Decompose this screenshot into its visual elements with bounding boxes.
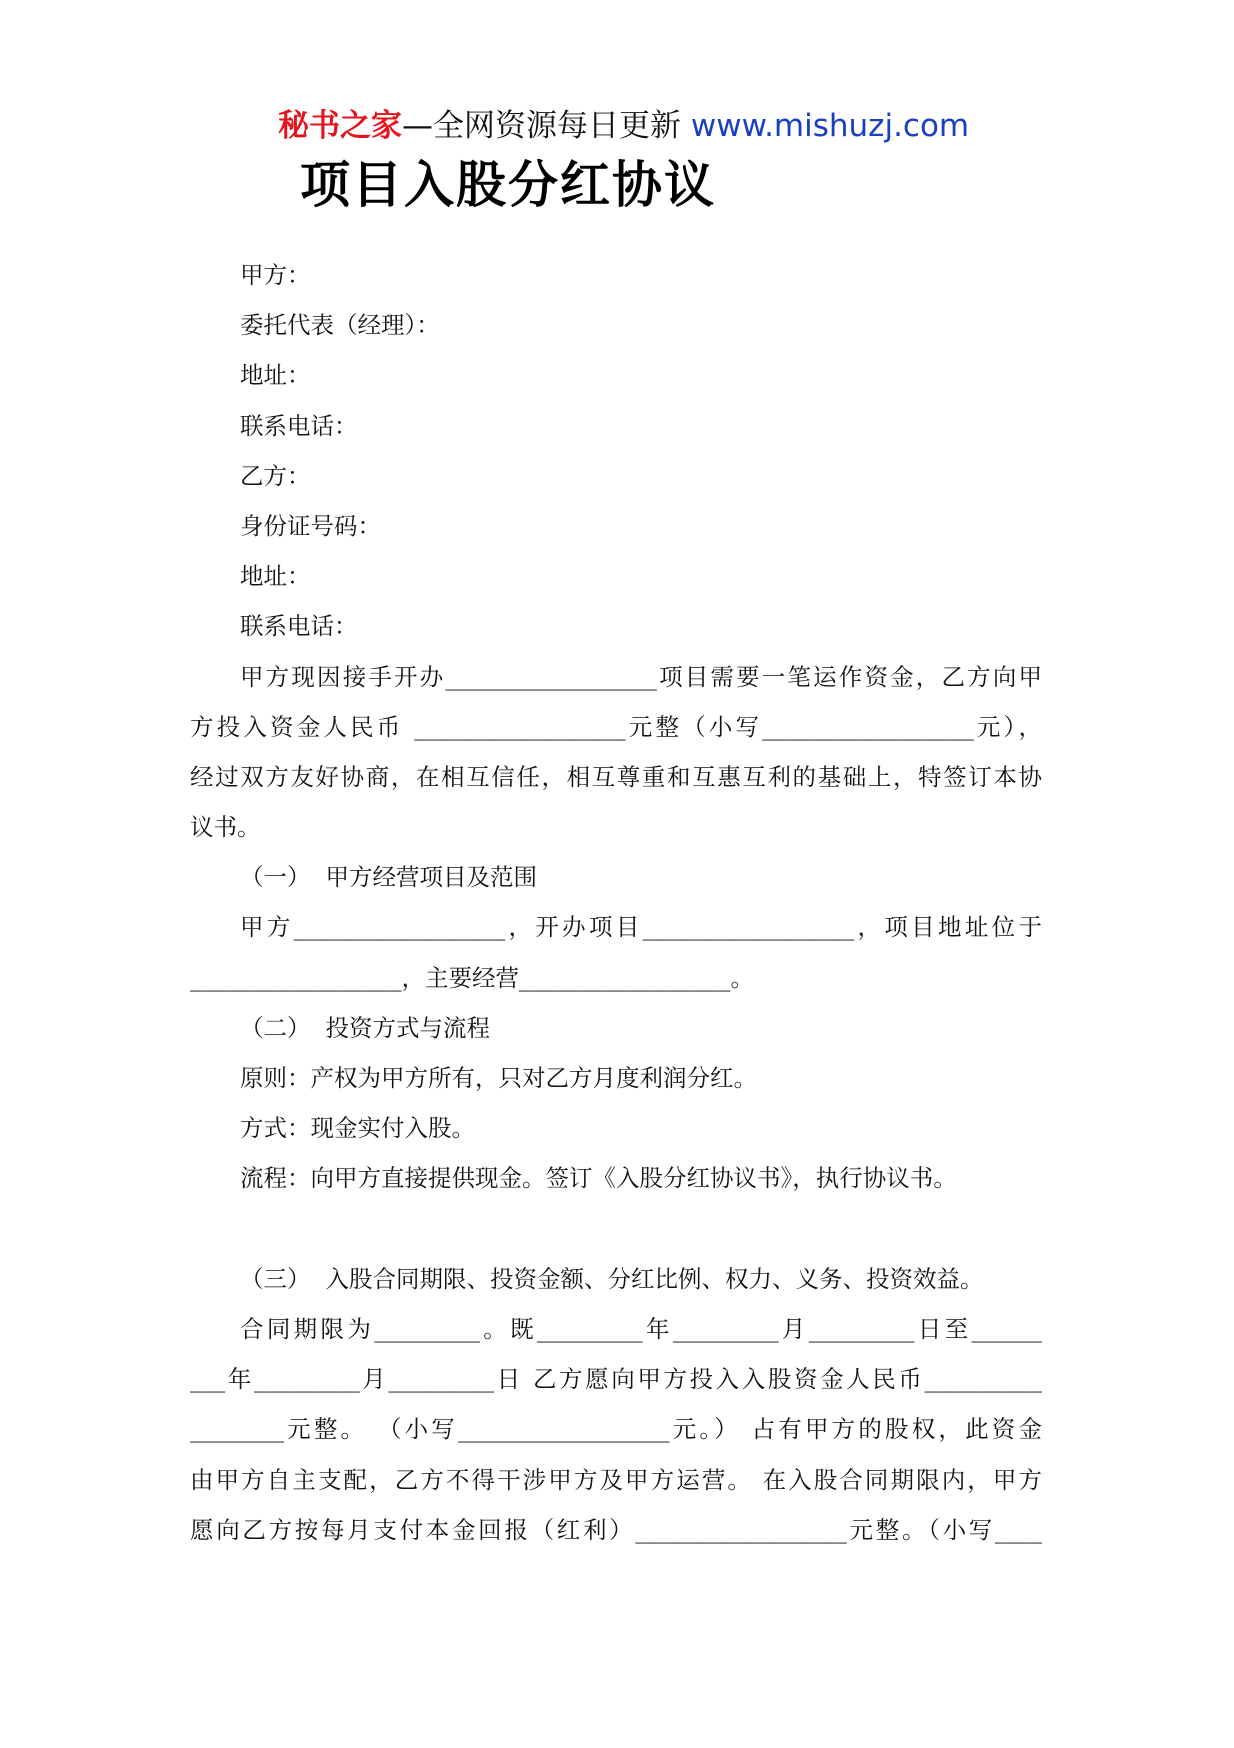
banner-url-link[interactable]: www.mishuzj.com: [690, 108, 970, 144]
site-banner: [278, 100, 969, 152]
section-2-heading: （二） 投资方式与流程: [240, 1013, 490, 1042]
section-2-method: 方式：现金实付入股。: [240, 1114, 475, 1143]
section-2-principle: 原则：产权为甲方所有，只对乙方月度利润分红。: [240, 1064, 757, 1092]
party-b-id-label: 身份证号码：: [240, 511, 381, 540]
section-3-paragraph-line: 合同期限为_________。既_________年_________月_________日至______: [240, 1314, 1042, 1343]
party-a-phone-label: 联系电话：: [240, 411, 358, 440]
section-2-process: 流程：向甲方直接提供现金。签订《入股分红协议书》，执行协议书。: [240, 1164, 957, 1193]
party-b-address-label: 地址：: [240, 562, 311, 591]
party-a-label: 甲方：: [240, 261, 311, 289]
intro-paragraph-line: 方投入资金人民币 __________________元整（小写__________________元），: [190, 712, 1042, 741]
party-b-label: 乙方：: [240, 461, 311, 490]
section-1-paragraph-line: 甲方__________________，开办项目__________________，项目地址位于: [240, 913, 1042, 942]
party-b-phone-label: 联系电话：: [240, 612, 358, 641]
intro-paragraph-line: 甲方现因接手开办__________________项目需要一笔运作资金，乙方向甲: [240, 662, 1042, 691]
banner-slogan: —全网资源每日更新: [402, 108, 691, 144]
section-1-paragraph-line: __________________，主要经营__________________。: [190, 963, 754, 992]
party-a-address-label: 地址：: [240, 361, 311, 390]
document-title: 项目入股分红协议: [300, 156, 716, 214]
intro-paragraph-line: 议书。: [190, 813, 261, 842]
banner-brand: 秘书之家: [278, 108, 402, 144]
section-3-paragraph-line: ________元整。 （小写__________________元。） 占有甲方的股权，此资金: [190, 1415, 1042, 1444]
section-3-heading: （三） 入股合同期限、投资金额、分红比例、权力、义务、投资效益。: [240, 1264, 984, 1293]
document-body: [190, 250, 1042, 1555]
intro-paragraph-line: 经过双方友好协商，在相互信任，相互尊重和互惠互利的基础上，特签订本协: [190, 762, 1042, 791]
section-3-paragraph-line: ___年_________月_________日 乙方愿向甲方投入入股资金人民币__________: [190, 1365, 1042, 1394]
paragraph-spacer: [190, 1204, 1042, 1254]
section-1-heading: （一） 甲方经营项目及范围: [240, 863, 537, 892]
section-3-paragraph-line: 愿向乙方按每月支付本金回报（红利）__________________元整。（小写____: [190, 1515, 1042, 1544]
section-3-paragraph-line: 由甲方自主支配，乙方不得干涉甲方及甲方运营。 在入股合同期限内，甲方: [190, 1465, 1042, 1494]
party-a-representative-label: 委托代表（经理）：: [240, 311, 440, 340]
